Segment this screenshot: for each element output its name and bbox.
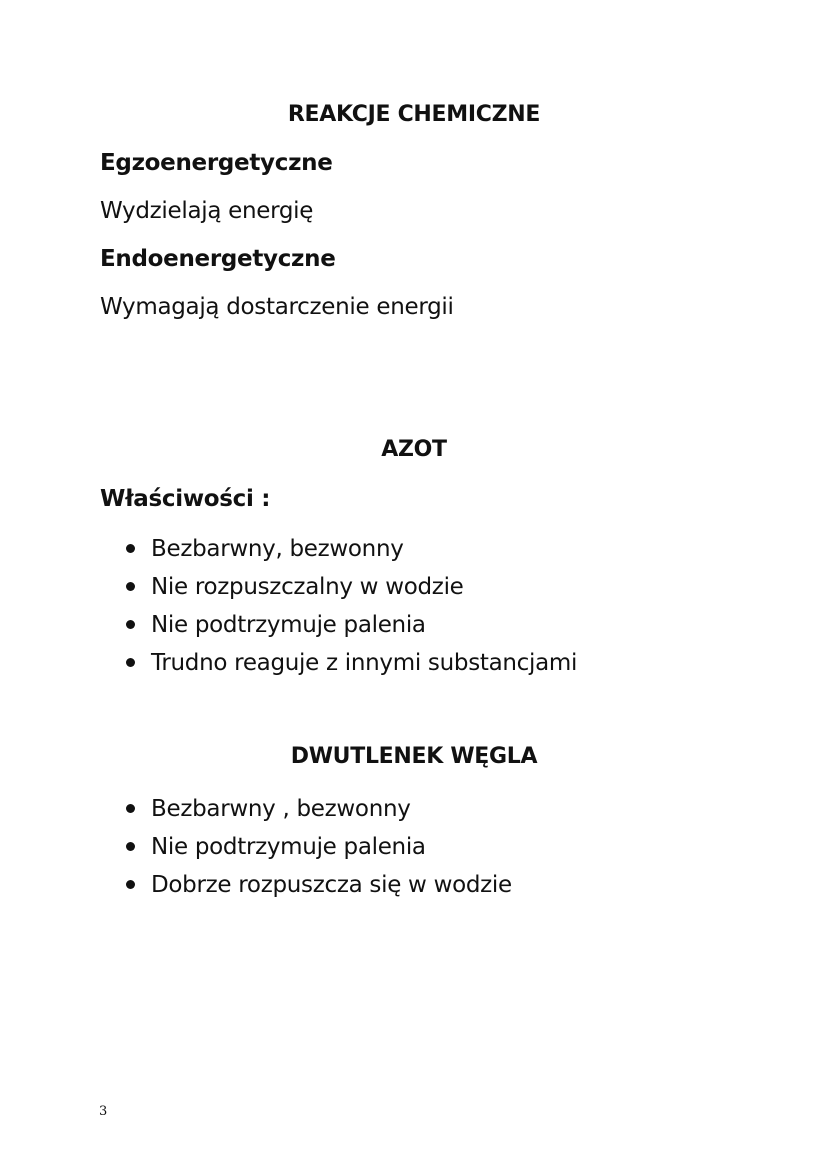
co2-properties-list [124,790,512,904]
list-item [124,828,512,866]
exothermic-heading: Egzoenergetyczne [100,150,333,176]
list-item-text: Nie podtrzymuje palenia [151,612,426,638]
section-title-reactions: REAKCJE CHEMICZNE [287,102,541,127]
azot-properties-list [124,530,577,682]
bullet-icon [126,658,135,667]
list-item-text: Dobrze rozpuszcza się w wodzie [151,872,512,898]
list-item [124,790,512,828]
bullet-icon [126,880,135,889]
list-item-text: Bezbarwny , bezwonny [151,796,411,822]
bullet-icon [126,804,135,813]
list-item-text: Nie podtrzymuje palenia [151,834,426,860]
bullet-icon [126,620,135,629]
bullet-icon [126,842,135,851]
page-number: 3 [99,1104,108,1119]
list-item-text: Nie rozpuszczalny w wodzie [151,574,464,600]
list-item [124,644,577,682]
bullet-icon [126,544,135,553]
list-item [124,568,577,606]
endothermic-description: Wymagają dostarczenie energii [100,294,454,320]
exothermic-description: Wydzielają energię [100,198,314,224]
endothermic-heading: Endoenergetyczne [100,246,336,272]
bullet-icon [126,582,135,591]
list-item-text: Trudno reaguje z innymi substancjami [151,650,578,676]
list-item [124,866,512,904]
section-title-co2: DWUTLENEK WĘGLA [290,744,538,769]
list-item [124,606,577,644]
properties-heading: Właściwości : [100,486,271,512]
list-item [124,530,577,568]
list-item-text: Bezbarwny, bezwonny [151,536,404,562]
section-title-azot: AZOT [381,437,447,462]
